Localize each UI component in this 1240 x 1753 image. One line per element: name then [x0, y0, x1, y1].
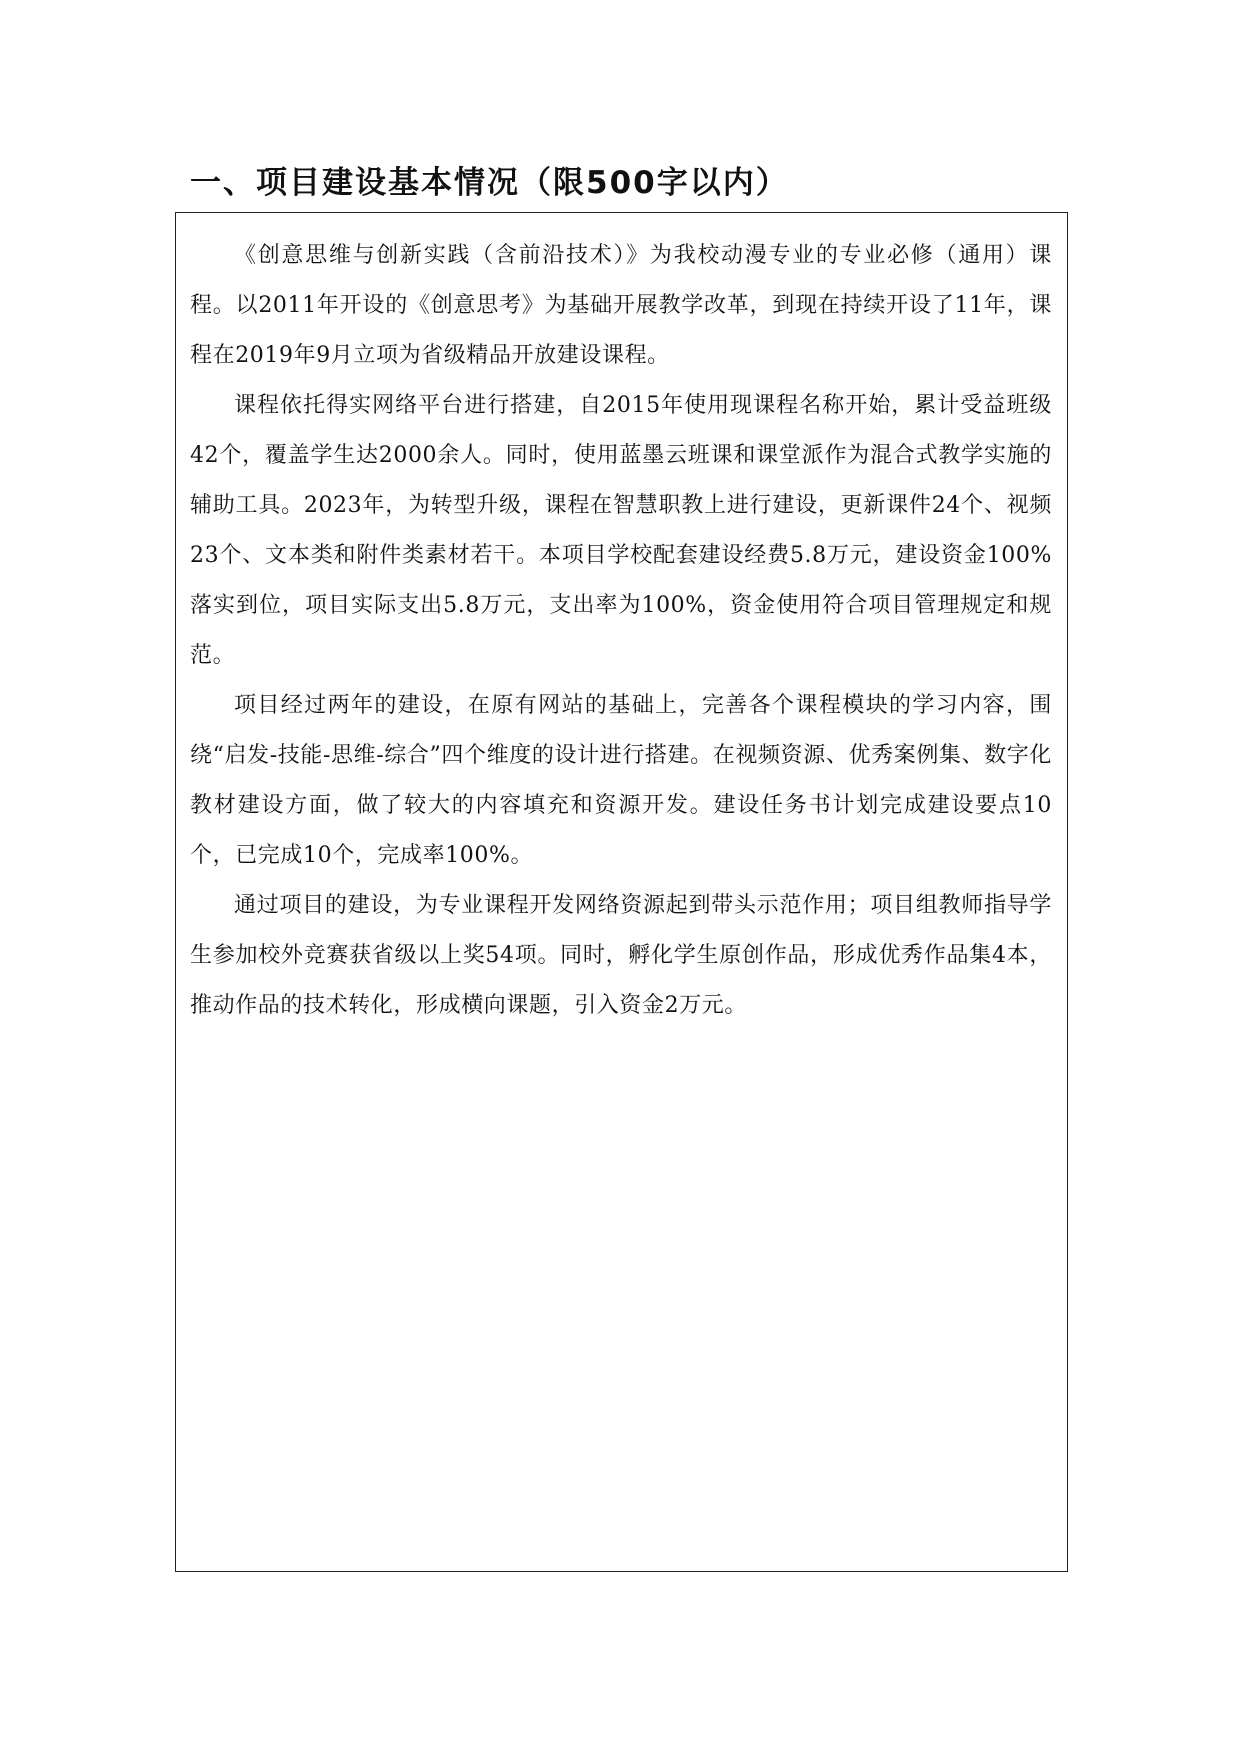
paragraph-construction-progress: 项目经过两年的建设，在原有网站的基础上，完善各个课程模块的学习内容，围绕“启发-技能-思维-综合”四个维度的设计进行搭建。在视频资源、优秀案例集、数字化教材建设方面，做了较大的内容填充和资源开发。建设任务书计划完成建设要点10个，已完成10个，完成率100%。 — [190, 693, 1052, 868]
paragraph-course-intro: 《创意思维与创新实践（含前沿技术）》为我校动漫专业的专业必修（通用）课程。以2011年开设的《创意思考》为基础开展教学改革，到现在持续开设了11年，课程在2019年9月立项为省级精品开放建设课程。 — [190, 243, 1052, 368]
paragraph-platform-funding: 课程依托得实网络平台进行搭建，自2015年使用现课程名称开始，累计受益班级42个，覆盖学生达2000余人。同时，使用蓝墨云班课和课堂派作为混合式教学实施的辅助工具。2023年，为转型升级，课程在智慧职教上进行建设，更新课件24个、视频23个、文本类和附件类素材若干。本项目学校配套建设经费5.8万元，建设资金100%落实到位，项目实际支出5.8万元，支出率为100%，资金使用符合项目管理规定和规范。 — [190, 393, 1052, 668]
section-heading: 一、项目建设基本情况（限500字以内） — [190, 165, 789, 201]
content-box — [175, 212, 1068, 1572]
paragraph-outcomes: 通过项目的建设，为专业课程开发网络资源起到带头示范作用；项目组教师指导学生参加校外竞赛获省级以上奖54项。同时，孵化学生原创作品，形成优秀作品集4本，推动作品的技术转化，形成横向课题，引入资金2万元。 — [190, 893, 1052, 1018]
content-body — [190, 231, 1052, 1031]
